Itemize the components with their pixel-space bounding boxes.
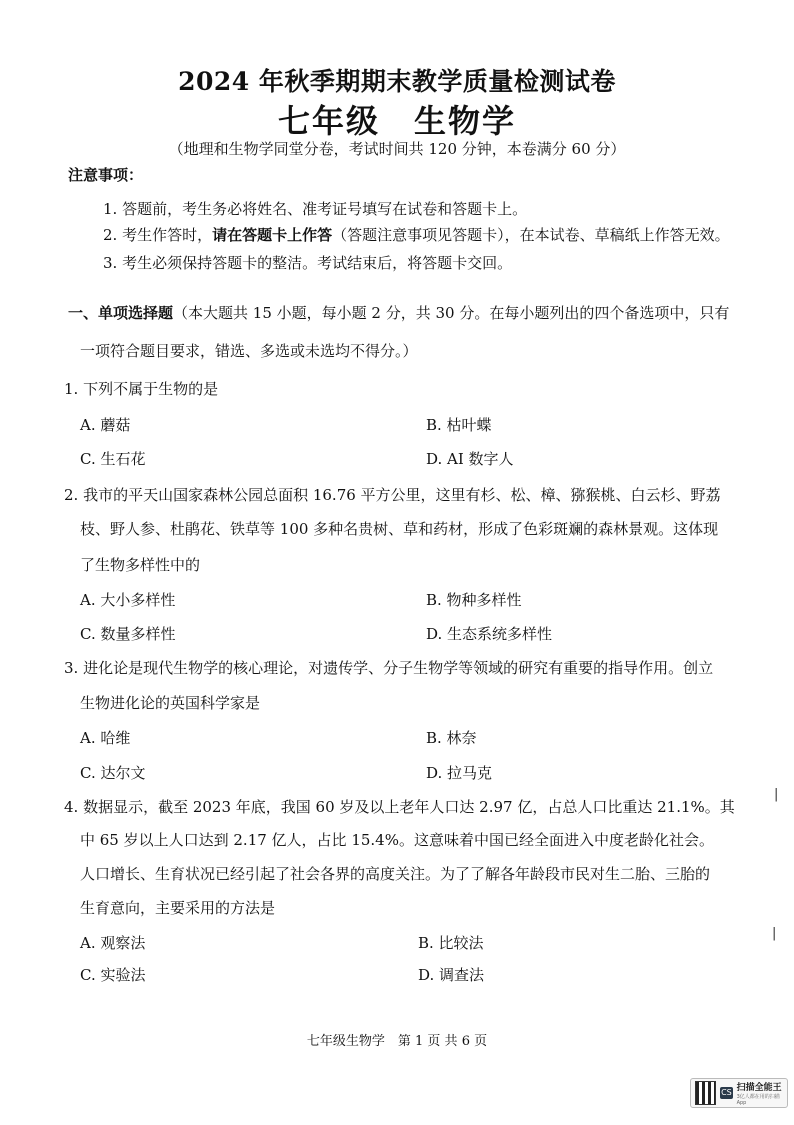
question-2-stem-line3: 了生物多样性中的 bbox=[80, 556, 201, 574]
cs-logo-icon: CS bbox=[721, 1088, 732, 1097]
q2-option-a: A. 大小多样性 bbox=[80, 591, 176, 609]
q3-option-c: C. 达尔文 bbox=[80, 764, 146, 782]
question-4-stem-line4: 生育意向，主要采用的方法是 bbox=[80, 899, 276, 917]
section-desc: （本大题共 15 小题，每小题 2 分，共 30 分。在每小题列出的四个备选项中，只有 bbox=[173, 304, 730, 322]
note-item-2: 2. 考生作答时，请在答题卡上作答（答题注意事项见答题卡），在本试卷、草稿纸上作答无效。 bbox=[103, 226, 730, 244]
q4-option-a: A. 观察法 bbox=[80, 934, 146, 952]
note-item-3: 3. 考生必须保持答题卡的整洁。考试结束后，将答题卡交回。 bbox=[103, 254, 513, 272]
q1-option-a: A. 蘑菇 bbox=[80, 416, 131, 434]
q4-option-c: C. 实验法 bbox=[80, 966, 146, 984]
q1-option-c: C. 生石花 bbox=[80, 450, 146, 468]
note-item-1: 1. 答题前，考生务必将姓名、准考证号填写在试卷和答题卡上。 bbox=[103, 200, 528, 218]
section-desc-cont: 一项符合题目要求，错选、多选或未选均不得分。） bbox=[80, 342, 418, 360]
q2-option-d: D. 生态系统多样性 bbox=[426, 625, 553, 643]
question-3-stem: 3. 进化论是现代生物学的核心理论，对遗传学、分子生物学等领域的研究有重要的指导作用。创立 bbox=[64, 659, 714, 677]
q3-option-d: D. 拉马克 bbox=[426, 764, 493, 782]
q3-option-b: B. 林奈 bbox=[426, 729, 477, 747]
q3-option-a: A. 哈维 bbox=[80, 729, 131, 747]
exam-subtitle: （地理和生物学同堂分卷，考试时间共 120 分钟，本卷满分 60 分） bbox=[168, 140, 626, 158]
question-1-stem: 1. 下列不属于生物的是 bbox=[64, 380, 219, 398]
margin-mark: | bbox=[772, 926, 777, 941]
note-emphasis: 请在答题卡上作答 bbox=[212, 226, 333, 244]
section-header bbox=[68, 302, 729, 323]
q1-option-b: B. 枯叶蝶 bbox=[426, 416, 492, 434]
qr-code-icon bbox=[695, 1081, 716, 1105]
q4-option-d: D. 调查法 bbox=[418, 966, 485, 984]
exam-title: 2024 年秋季期期末教学质量检测试卷 bbox=[178, 67, 616, 96]
notes-heading: 注意事项： bbox=[68, 166, 144, 184]
q2-option-c: C. 数量多样性 bbox=[80, 625, 176, 643]
q4-option-b: B. 比较法 bbox=[418, 934, 484, 952]
question-2-stem: 2. 我市的平天山国家森林公园总面积 16.76 平方公里，这里有杉、松、樟、猕猴桃、白云杉、野荔 bbox=[64, 486, 721, 504]
watermark-label: 扫描全能王 bbox=[736, 1083, 782, 1093]
q1-option-d: D. AI 数字人 bbox=[426, 450, 514, 468]
watermark-sublabel: 3亿人都在用的扫描App bbox=[736, 1094, 780, 1106]
scanner-watermark bbox=[690, 1078, 788, 1108]
q2-option-b: B. 物种多样性 bbox=[426, 591, 522, 609]
question-4-stem: 4. 数据显示，截至 2023 年底，我国 60 岁及以上老年人口达 2.97 亿，占总人口比重达 21.1%。其 bbox=[64, 798, 735, 816]
question-4-stem-line3: 人口增长、生育状况已经引起了社会各界的高度关注。为了了解各年龄段市民对生二胎、三胎的 bbox=[80, 865, 711, 883]
question-4-stem-line2: 中 65 岁以上人口达到 2.17 亿人，占比 15.4%。这意味着中国已经全面进入中度老龄化社会。 bbox=[80, 831, 714, 849]
section-title: 一、单项选择题 bbox=[68, 304, 174, 322]
question-3-stem-line2: 生物进化论的英国科学家是 bbox=[80, 694, 261, 712]
question-2-stem-line2: 枝、野人参、杜鹃花、铁草等 100 多种名贵树、草和药材，形成了色彩斑斓的森林景观。这体现 bbox=[80, 520, 719, 538]
subject-title: 七年级 生物学 bbox=[277, 102, 516, 140]
margin-mark: | bbox=[774, 787, 779, 802]
page-footer: 七年级生物学 第 1 页 共 6 页 bbox=[306, 1034, 488, 1049]
